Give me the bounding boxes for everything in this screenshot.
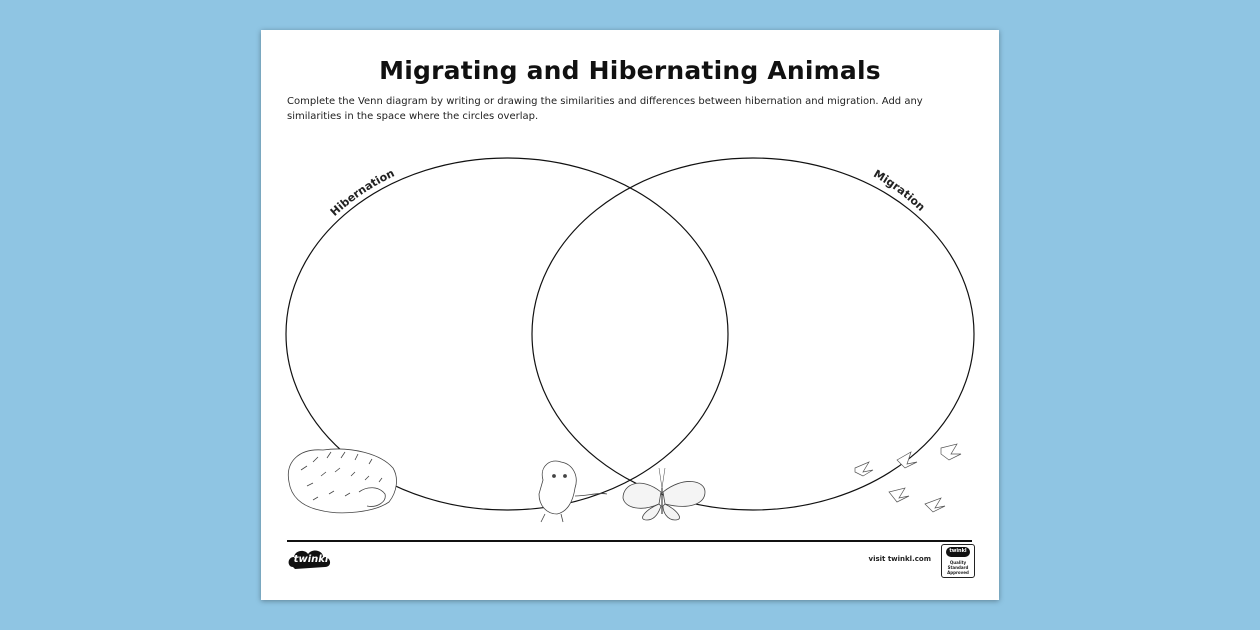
- badge-caption: Quality Standard Approved: [947, 560, 969, 575]
- hedgehog-illustration: [288, 449, 396, 513]
- geese-illustration: [855, 444, 961, 512]
- venn-diagram: [261, 30, 999, 600]
- worksheet-title: Migrating and Hibernating Animals: [379, 56, 881, 85]
- butterfly-illustration: [623, 468, 705, 520]
- twinkl-logo-text: twinkl: [293, 554, 329, 565]
- worksheet-page: [261, 30, 999, 600]
- badge-title: twinkl: [949, 548, 967, 554]
- instructions-text: Complete the Venn diagram by writing or drawing the similarities and differences between hibernation and migration. Add any similarities in the space where the circles overlap.: [287, 96, 923, 122]
- hibernation-label: Hibernation: [327, 166, 397, 219]
- visit-link[interactable]: visit twinkl.com: [868, 555, 931, 563]
- footer-divider: [287, 540, 972, 542]
- quality-badge-icon: [941, 544, 975, 578]
- migration-label: Migration: [871, 167, 928, 214]
- dormouse-illustration: [539, 461, 607, 522]
